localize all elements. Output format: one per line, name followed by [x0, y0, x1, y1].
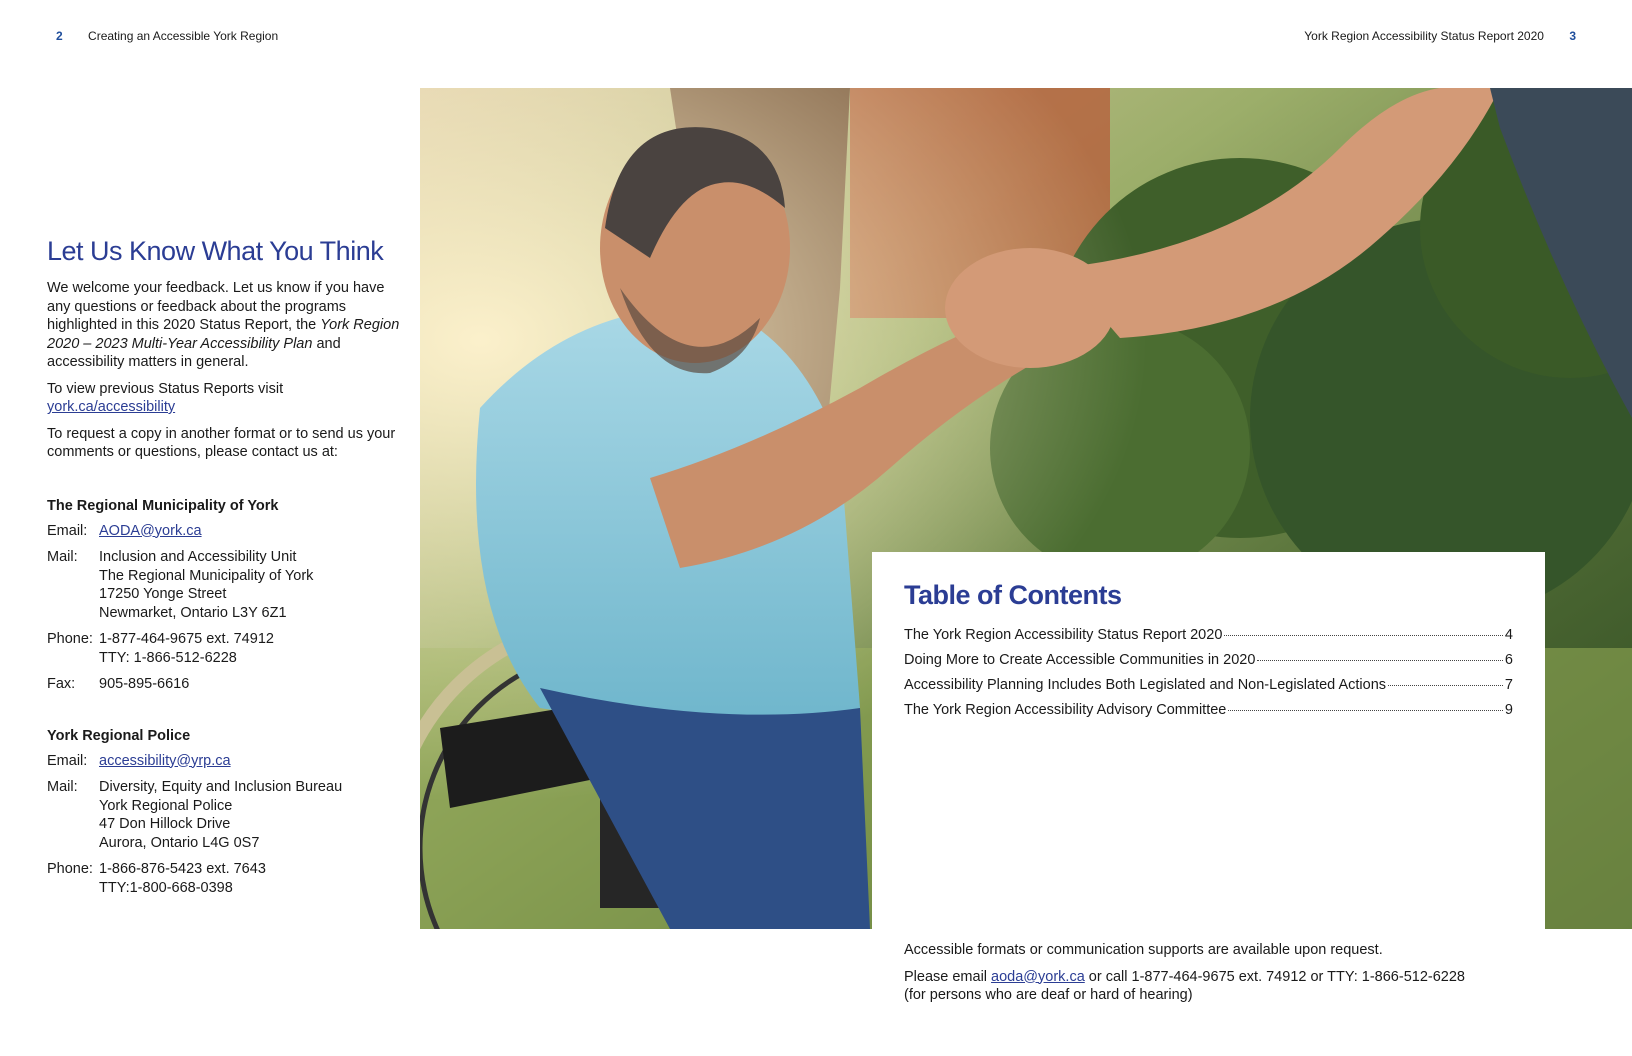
right-page-number: 3 [1569, 29, 1576, 43]
mail-label: Mail: [47, 549, 78, 565]
request-text: To request a copy in another format or to send us your comments or questions, please contact us at: [47, 425, 396, 460]
tty-line: TTY: 1-866-512-6228 [99, 649, 237, 666]
mail-line: The Regional Municipality of York [99, 567, 314, 584]
feedback-intro [47, 279, 402, 372]
toc-item-title: Accessibility Planning Includes Both Legislated and Non-Legislated Actions [904, 677, 1387, 693]
right-running-title: York Region Accessibility Status Report 2020 [1304, 29, 1544, 43]
contact-line-text: Please email [904, 968, 992, 985]
contact-line-phones: or call 1-877-464-9675 ext. 74912 or TTY: 1-866-512-6228 [1084, 968, 1465, 985]
phone-label: Phone: [47, 631, 93, 647]
accessibility-link[interactable]: york.ca/accessibility [47, 399, 176, 415]
feedback-section [47, 236, 402, 905]
contact-block-york [47, 498, 402, 694]
email-link[interactable]: AODA@york.ca [99, 522, 202, 539]
contact-line [904, 968, 1544, 1005]
mail-line: Inclusion and Accessibility Unit [99, 549, 297, 565]
mail-label: Mail: [47, 779, 78, 795]
left-running-title: Creating an Accessible York Region [88, 29, 279, 43]
toc-item-title: Doing More to Create Accessible Communities in 2020 [904, 652, 1256, 668]
aoda-email-link[interactable]: aoda@york.ca [991, 968, 1085, 985]
toc-item-title: The York Region Accessibility Advisory Committee [904, 702, 1227, 718]
right-page-header [1304, 29, 1576, 43]
accessible-formats-line: Accessible formats or communication supports are available upon request. [904, 942, 1383, 958]
toc-title: Table of Contents [904, 580, 1122, 610]
intro-text-end: and accessibility matters in general. [47, 335, 341, 370]
contact-phone-row [47, 630, 402, 667]
contact-org-name: York Regional Police [47, 727, 191, 744]
toc-item-title: The York Region Accessibility Status Report 2020 [904, 627, 1223, 643]
contact-email-row [47, 752, 402, 771]
toc-leader-dots [1257, 660, 1503, 661]
contact-mail-row [47, 778, 402, 852]
contact-email-row [47, 522, 402, 541]
previous-reports-text: To view previous Status Reports visit [47, 380, 284, 397]
toc-item-page: 6 [1504, 652, 1513, 668]
accessible-formats-note [904, 941, 1544, 1013]
toc-item[interactable] [904, 627, 1513, 643]
fax-label: Fax: [47, 676, 76, 692]
left-page-number: 2 [56, 29, 63, 43]
mail-line: Newmarket, Ontario L3Y 6Z1 [99, 604, 287, 621]
toc-item-page: 7 [1504, 677, 1513, 693]
toc-leader-dots [1388, 685, 1503, 686]
email-link[interactable]: accessibility@yrp.ca [99, 752, 231, 769]
contact-mail-row [47, 548, 402, 622]
toc-item[interactable] [904, 677, 1513, 693]
contact-fax-row [47, 675, 402, 694]
tty-line: TTY:1-800-668-0398 [99, 879, 233, 896]
toc-leader-dots [1228, 710, 1503, 711]
contact-block-police [47, 728, 402, 898]
phone-line: 1-866-876-5423 ext. 7643 [99, 861, 266, 877]
intro-text: We welcome your feedback. Let us know if you have any questions or feedback about the programs highlighted in this 2020 Status Report, the [47, 280, 385, 333]
mail-line: Diversity, Equity and Inclusion Bureau [99, 779, 343, 795]
phone-label: Phone: [47, 861, 93, 877]
toc-item-page: 4 [1504, 627, 1513, 643]
toc-item[interactable] [904, 652, 1513, 668]
toc-item[interactable] [904, 702, 1513, 718]
mail-line: York Regional Police [99, 797, 233, 814]
contact-phone-row [47, 860, 402, 897]
mail-line: 17250 Yonge Street [99, 586, 227, 602]
email-label: Email: [47, 522, 88, 539]
previous-reports [47, 380, 402, 417]
contact-org-name: The Regional Municipality of York [47, 497, 279, 514]
plan-title-italic: York Region 2020 – 2023 Multi-Year Accessibility Plan [47, 317, 400, 352]
email-label: Email: [47, 752, 88, 769]
mail-line: 47 Don Hillock Drive [99, 816, 231, 832]
phone-line: 1-877-464-9675 ext. 74912 [99, 631, 274, 647]
fax-number: 905-895-6616 [99, 676, 190, 692]
feedback-title: Let Us Know What You Think [47, 236, 384, 266]
mail-line: Aurora, Ontario L4G 0S7 [99, 834, 260, 851]
table-of-contents [872, 552, 1545, 929]
toc-leader-dots [1224, 635, 1503, 636]
deaf-hard-of-hearing-note: (for persons who are deaf or hard of hearing) [904, 987, 1193, 1003]
left-page-header [56, 29, 278, 43]
toc-item-page: 9 [1504, 702, 1513, 718]
